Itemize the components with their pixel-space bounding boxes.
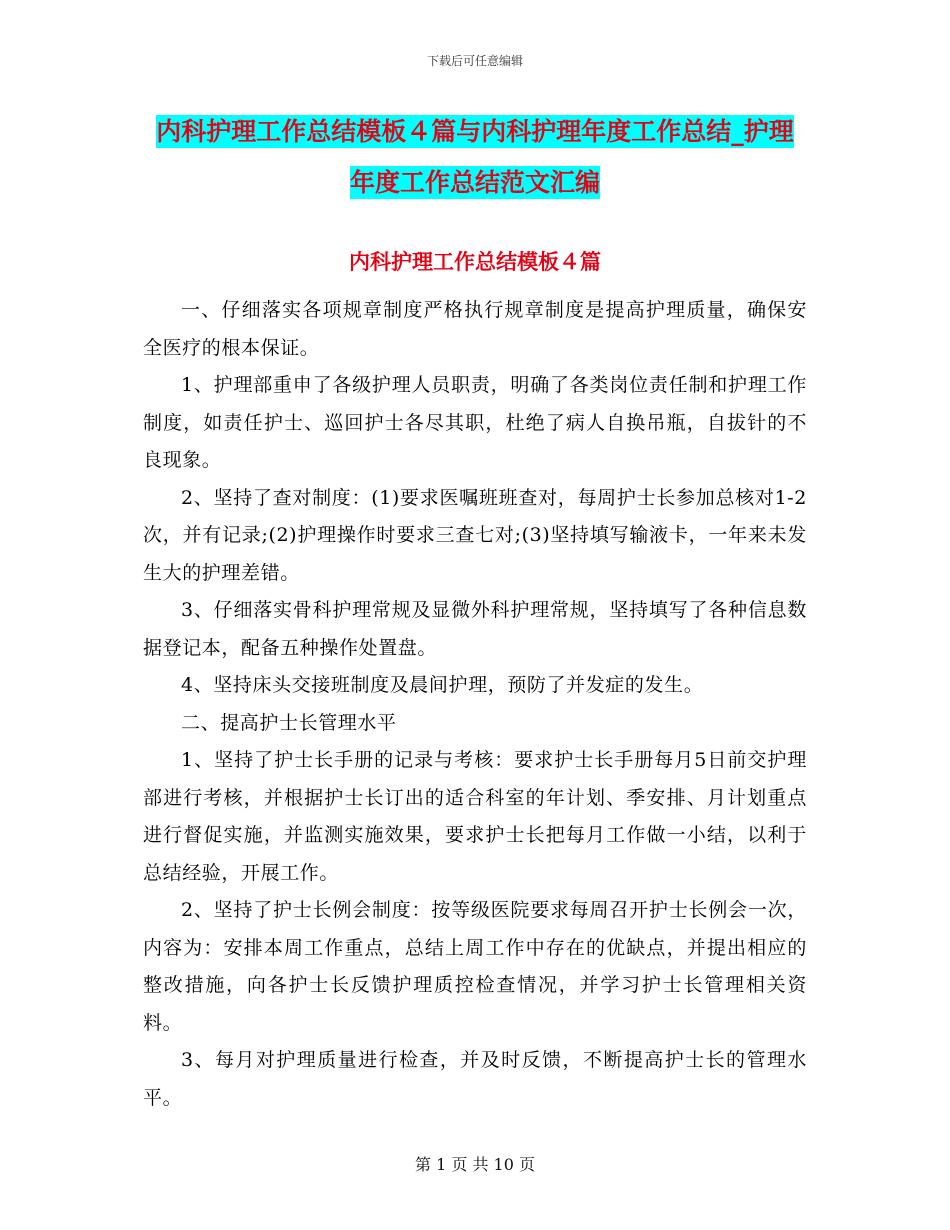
paragraph: 2、坚持了护士长例会制度：按等级医院要求每周召开护士长例会一次，内容为：安排本周工作重点，总结上周工作中存在的优缺点，并提出相应的整改措施，向各护士长反馈护理质控检查情况，并学习护士长管理相关资料。: [143, 899, 807, 1034]
document-title-text: 内科护理工作总结模板４篇与内科护理年度工作总结_护理年度工作总结范文汇编: [156, 117, 794, 197]
document-body: [143, 292, 807, 1117]
header-note: 下载后可任意编辑: [426, 54, 523, 68]
paragraph: 1、坚持了护士长手册的记录与考核：要求护士长手册每月5日前交护理部进行考核，并根据护士长订出的适合科室的年计划、季安排、月计划重点进行督促实施，并监测实施效果，要求护士长把每月工作做一小结，以利于总结经验，开展工作。: [143, 749, 807, 884]
paragraph: 二、提高护士长管理水平: [181, 711, 397, 734]
paragraph: 1、护理部重申了各级护理人员职责，明确了各类岗位责任制和护理工作制度，如责任护士、巡回护士各尽其职，杜绝了病人自换吊瓶，自拔针的不良现象。: [143, 374, 807, 471]
paragraph: 4、坚持床头交接班制度及晨间护理，预防了并发症的发生。: [181, 674, 704, 696]
paragraph: 3、仔细落实骨科护理常规及显微外科护理常规，坚持填写了各种信息数据登记本，配备五种操作处置盘。: [143, 599, 807, 659]
page-footer: 第 1 页 共 10 页: [415, 1155, 535, 1174]
paragraph: 一、仔细落实各项规章制度严格执行规章制度是提高护理质量，确保安全医疗的根本保证。: [143, 299, 807, 359]
paragraph: 2、坚持了查对制度：(1)要求医嘱班班查对，每周护士长参加总核对1-2次，并有记录;(2)护理操作时要求三查七对;(3)坚持填写输液卡，一年来未发生大的护理差错。: [143, 486, 807, 584]
section-title: 内科护理工作总结模板４篇: [349, 250, 601, 274]
document-title: [150, 106, 800, 208]
paragraph: 3、每月对护理质量进行检查，并及时反馈，不断提高护士长的管理水平。: [143, 1049, 807, 1109]
